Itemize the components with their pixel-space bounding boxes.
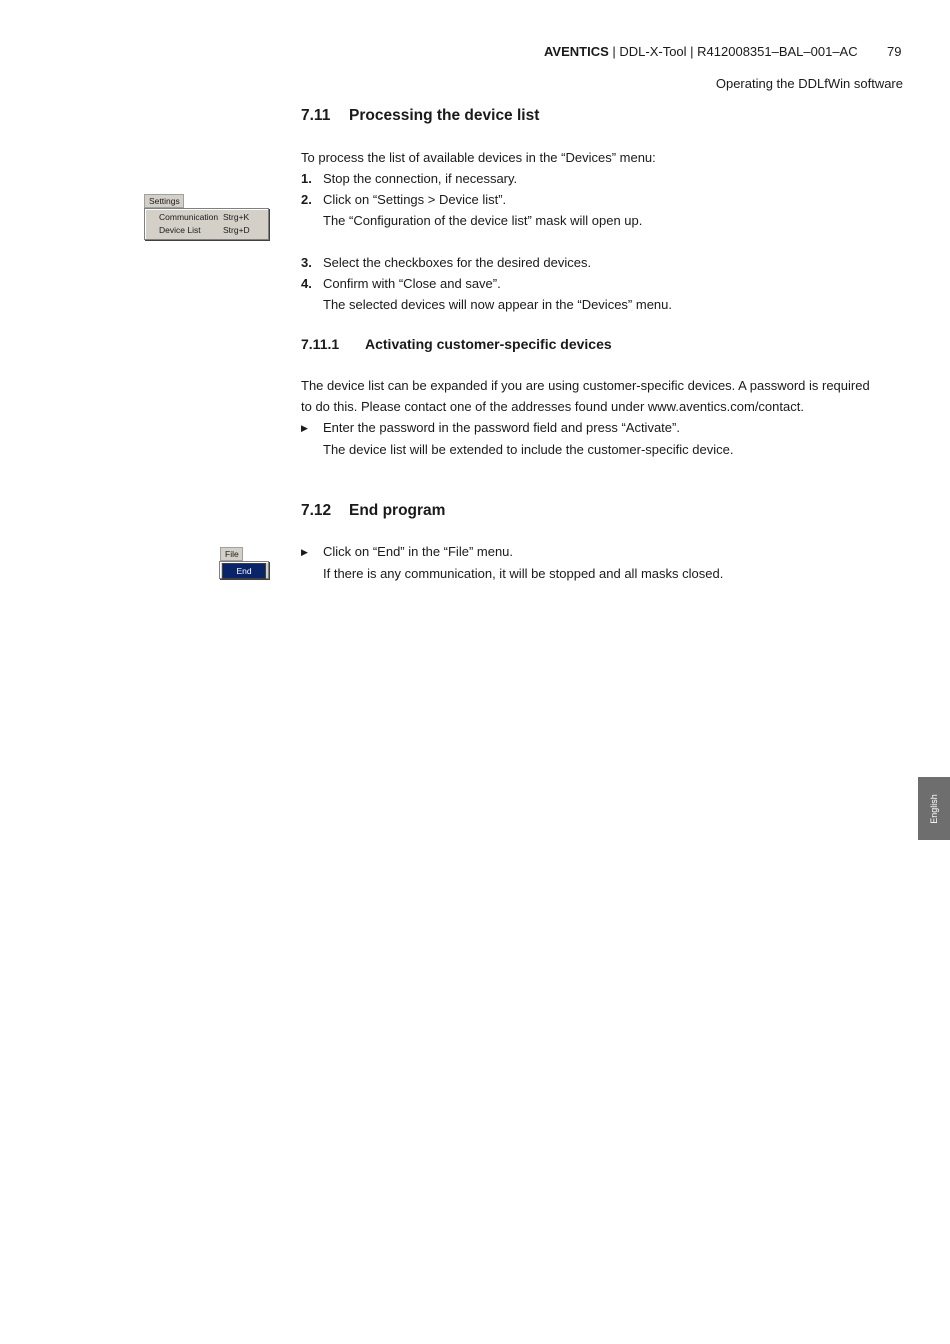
step-2	[301, 189, 672, 210]
menu-item-label: Communication	[159, 212, 219, 222]
document-info: | DDL-X-Tool | R412008351–BAL–001–AC	[608, 44, 858, 59]
step-number: 1.	[301, 171, 312, 186]
file-menu-title[interactable]: File	[220, 547, 243, 561]
action-item	[301, 541, 723, 563]
step-4	[301, 273, 672, 294]
section-7-11-body	[301, 147, 672, 315]
section-number: 7.11.1	[301, 336, 340, 352]
menu-item-communication[interactable]	[145, 211, 268, 224]
section-number: 7.11	[301, 107, 331, 124]
language-label: English	[929, 793, 939, 824]
section-heading-7-12	[301, 502, 445, 520]
section-title: Activating customer-specific devices	[365, 336, 612, 352]
arrow-bullet-icon: ▶	[301, 547, 308, 557]
page-number: 79	[887, 44, 902, 59]
settings-menu-title[interactable]: Settings	[144, 194, 184, 208]
action-result: If there is any communication, it will be stopped and all masks closed.	[323, 566, 724, 581]
brand-name: AVENTICS	[544, 44, 609, 59]
menu-item-end[interactable]: End	[222, 563, 266, 579]
step-1	[301, 168, 672, 189]
section-number: 7.12	[301, 502, 332, 519]
paragraph-line: The device list can be expanded if you are using customer-specific devices. A password is required	[301, 378, 870, 393]
arrow-bullet-icon: ▶	[301, 423, 308, 433]
step-text: Confirm with “Close and save”.	[323, 276, 501, 291]
section-heading-7-11	[301, 107, 539, 125]
step-4-result: The selected devices will now appear in the “Devices” menu.	[323, 297, 673, 312]
action-text: Enter the password in the password field and press “Activate”.	[323, 420, 680, 435]
file-menu-dropdown	[219, 561, 269, 579]
step-number: 4.	[301, 276, 312, 291]
menu-item-shortcut: Strg+K	[223, 212, 250, 222]
language-tab	[918, 777, 950, 840]
section-7-11-1-body	[301, 375, 870, 460]
paragraph-line: to do this. Please contact one of the addresses found under www.aventics.com/contact.	[301, 399, 804, 414]
menu-item-shortcut: Strg+D	[223, 225, 250, 235]
menu-item-label: Device List	[159, 225, 201, 235]
settings-menu-dropdown	[144, 208, 269, 240]
action-item	[301, 417, 870, 439]
step-number: 2.	[301, 192, 312, 207]
chapter-title: Operating the DDLfWin software	[715, 76, 903, 91]
step-text: Select the checkboxes for the desired devices.	[323, 255, 592, 270]
step-text: Click on “Settings > Device list”.	[323, 192, 507, 207]
running-header	[544, 44, 858, 59]
step-2-result: The “Configuration of the device list” mask will open up.	[323, 213, 643, 228]
action-text: Click on “End” in the “File” menu.	[323, 544, 514, 559]
step-text: Stop the connection, if necessary.	[323, 171, 518, 186]
section-7-12-body	[301, 541, 723, 584]
section-title: End program	[349, 502, 446, 519]
section-heading-7-11-1	[301, 336, 612, 352]
intro-text: To process the list of available devices in the “Devices” menu:	[301, 150, 656, 165]
menu-item-device-list[interactable]	[145, 224, 268, 237]
action-result: The device list will be extended to include the customer-specific device.	[323, 442, 734, 457]
step-3	[301, 252, 672, 273]
section-title: Processing the device list	[349, 107, 540, 124]
step-number: 3.	[301, 255, 312, 270]
